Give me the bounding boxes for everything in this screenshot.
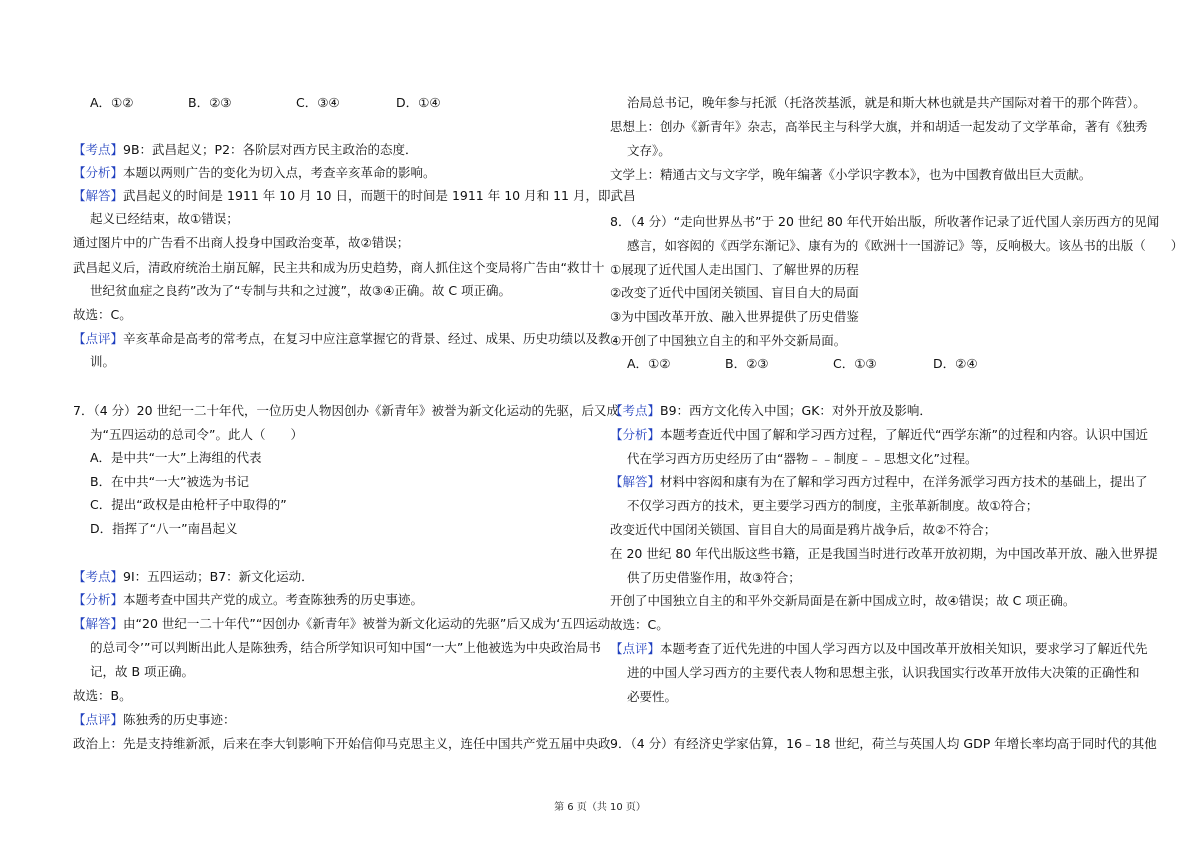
q8-jieda-line: 开创了中国独立自主的和平外交新局面是在新中国成立时，故④错误；故 C 项正确。 [610, 593, 1076, 608]
q8-choice-a: A．①② [627, 356, 671, 371]
q7-stem: 7．（4 分）20 世纪一二十年代，一位历史人物因创办《新青年》被誉为新文化运动的先驱，后又成 [73, 403, 620, 418]
q7-option-b: B．在中共“一大”被选为书记 [90, 474, 250, 489]
q8-kaodian: 【考点】B9：西方文化传入中国；GK：对外开放及影响． [610, 403, 932, 418]
q6-fenxi: 【分析】本题以两则广告的变化为切入点，考查辛亥革命的影响。 [73, 165, 436, 180]
q7-fenxi: 【分析】本题考查中国共产党的成立。考查陈独秀的历史事迹。 [73, 592, 424, 607]
fenxi-tag: 【分析】 [610, 427, 661, 442]
q8-stem-line: 感言，如容闳的《西学东渐记》、康有为的《欧洲十一国游记》等，反响极大。该丛书的出版（ ） [627, 238, 1184, 253]
fenxi-tag: 【分析】 [73, 165, 124, 180]
q8-fenxi-line: 代在学习西方历史经历了由“器物﹣﹣制度﹣﹣思想文化”过程。 [627, 451, 978, 466]
q8-stem: 8．（4 分）“走向世界丛书”于 20 世纪 80 年代开始出版，所收著作记录了近代国人亲历西方的见闻 [610, 214, 1160, 229]
q8-item-1: ①展现了近代国人走出国门、了解世界的历程 [610, 262, 859, 277]
fenxi-tag: 【分析】 [73, 592, 124, 607]
q6-choice-d: D．①④ [396, 95, 441, 110]
q8-dianping-line: 进的中国人学习西方的主要代表人物和思想主张，认识我国实行改革开放伟大决策的正确性和 [627, 665, 1140, 680]
q8-dianping-line: 必要性。 [627, 689, 678, 704]
jieda-tag: 【解答】 [610, 474, 661, 489]
q6-dianping-line: 训。 [90, 354, 116, 369]
q8-fenxi: 【分析】本题考查近代中国了解和学习西方过程，了解近代“西学东渐”的过程和内容。认识中国近 [610, 427, 1148, 442]
q6-jieda-line: 武昌起义后，清政府统治土崩瓦解，民主共和成为历史趋势，商人抓住这个变局将广告由“救廿十 [73, 260, 605, 275]
q9-stem: 9．（4 分）有经济史学家估算，16﹣18 世纪，荷兰与英国人均 GDP 年增长率均高于同时代的其他 [610, 736, 1157, 751]
q8-jieda-line: 不仅学习西方的技术，更主要学习西方的制度，主张革新制度。故①符合； [627, 498, 1039, 513]
q7-jieda-line: 的总司令’”可以判断出此人是陈独秀，结合所学知识可知中国“一大”上他被选为中央政治局书 [90, 640, 601, 655]
q6-answer: 故选：C。 [73, 307, 132, 322]
q7-dianping-cont: 文学上：精通古文与文字学，晚年编著《小学识字教本》，也为中国教育做出巨大贡献。 [610, 167, 1092, 182]
q8-answer: 故选：C。 [610, 617, 669, 632]
q8-jieda: 【解答】材料中容闳和康有为在了解和学习西方过程中，在洋务派学习西方技术的基础上，提出了 [610, 474, 1148, 489]
q6-choice-a: A．①② [90, 95, 134, 110]
q7-dianping-line: 政治上：先是支持维新派，后来在李大钊影响下开始信仰马克思主义，连任中国共产党五届中央政 [73, 736, 611, 751]
q7-jieda: 【解答】由“20 世纪一二十年代”“因创办《新青年》被誉为新文化运动的先驱”后又成为‘五四运动 [73, 616, 611, 631]
q7-dianping: 【点评】陈独秀的历史事迹： [73, 712, 236, 727]
q8-item-3: ③为中国改革开放、融入世界提供了历史借鉴 [610, 309, 859, 324]
q8-item-4: ④开创了中国独立自主的和平外交新局面。 [610, 333, 847, 348]
q8-item-2: ②改变了近代中国闭关锁国、盲目自大的局面 [610, 285, 859, 300]
q6-jieda-line: 起义已经结束，故①错误； [90, 211, 239, 226]
q7-option-a: A．是中共“一大”上海组的代表 [90, 450, 262, 465]
q8-jieda-line: 改变近代中国闭关锁国、盲目自大的局面是鸦片战争后，故②不符合； [610, 522, 997, 537]
q7-jieda-line: 记，故 B 项正确。 [90, 664, 195, 679]
q7-dianping-cont: 思想上：创办《新青年》杂志，高举民主与科学大旗，并和胡适一起发动了文学革命，著有《独秀 [610, 119, 1148, 134]
kaodian-tag: 【考点】 [610, 403, 661, 418]
q8-choices [627, 356, 978, 372]
jieda-tag: 【解答】 [73, 188, 124, 203]
q8-choice-b: B．②③ [725, 356, 769, 371]
q8-jieda-line: 供了历史借鉴作用，故③符合； [627, 570, 801, 585]
q6-dianping: 【点评】辛亥革命是高考的常考点，在复习中应注意掌握它的背景、经过、成果、历史功绩以及教 [73, 331, 611, 346]
q6-choice-b: B．②③ [188, 95, 232, 110]
q8-choice-d: D．②④ [933, 356, 978, 371]
q6-jieda: 【解答】武昌起义的时间是 1911 年 10 月 10 日，而题干的时间是 1911 年 10 月和 11 月，即武昌 [73, 188, 636, 203]
q6-jieda-line: 世纪贫血症之良药”改为了“专制与共和之过渡”，故③④正确。故 C 项正确。 [90, 283, 512, 298]
q7-dianping-cont: 治局总书记，晚年参与托派（托洛茨基派，就是和斯大林也就是共产国际对着干的那个阵营）。 [627, 95, 1146, 110]
q7-kaodian: 【考点】9I：五四运动；B7：新文化运动． [73, 569, 314, 584]
q7-stem-line: 为“五四运动的总司令”。此人（ ） [90, 427, 303, 442]
kaodian-tag: 【考点】 [73, 142, 124, 157]
q6-choice-c: C．③④ [296, 95, 340, 110]
kaodian-tag: 【考点】 [73, 569, 124, 584]
dianping-tag: 【点评】 [73, 712, 124, 727]
q7-dianping-cont: 文存》。 [627, 143, 671, 158]
q6-kaodian: 【考点】9B：武昌起义；P2：各阶层对西方民主政治的态度． [73, 142, 418, 157]
q7-answer: 故选：B。 [73, 688, 132, 703]
q6-choices [90, 95, 441, 111]
dianping-tag: 【点评】 [610, 641, 661, 656]
q8-choice-c: C．①③ [833, 356, 877, 371]
dianping-tag: 【点评】 [73, 331, 124, 346]
q6-jieda-line: 通过图片中的广告看不出商人投身中国政治变革，故②错误； [73, 235, 410, 250]
q8-dianping: 【点评】本题考查了近代先进的中国人学习西方以及中国改革开放相关知识，要求学习了解近代先 [610, 641, 1148, 656]
q7-option-c: C．提出“政权是由枪杆子中取得的” [90, 497, 287, 512]
page-footer: 第 6 页（共 10 页） [554, 802, 646, 813]
q8-jieda-line: 在 20 世纪 80 年代出版这些书籍，正是我国当时进行改革开放初期，为中国改革开放、融入世界提 [610, 546, 1158, 561]
jieda-tag: 【解答】 [73, 616, 124, 631]
q7-option-d: D．指挥了“八一”南昌起义 [90, 521, 238, 536]
